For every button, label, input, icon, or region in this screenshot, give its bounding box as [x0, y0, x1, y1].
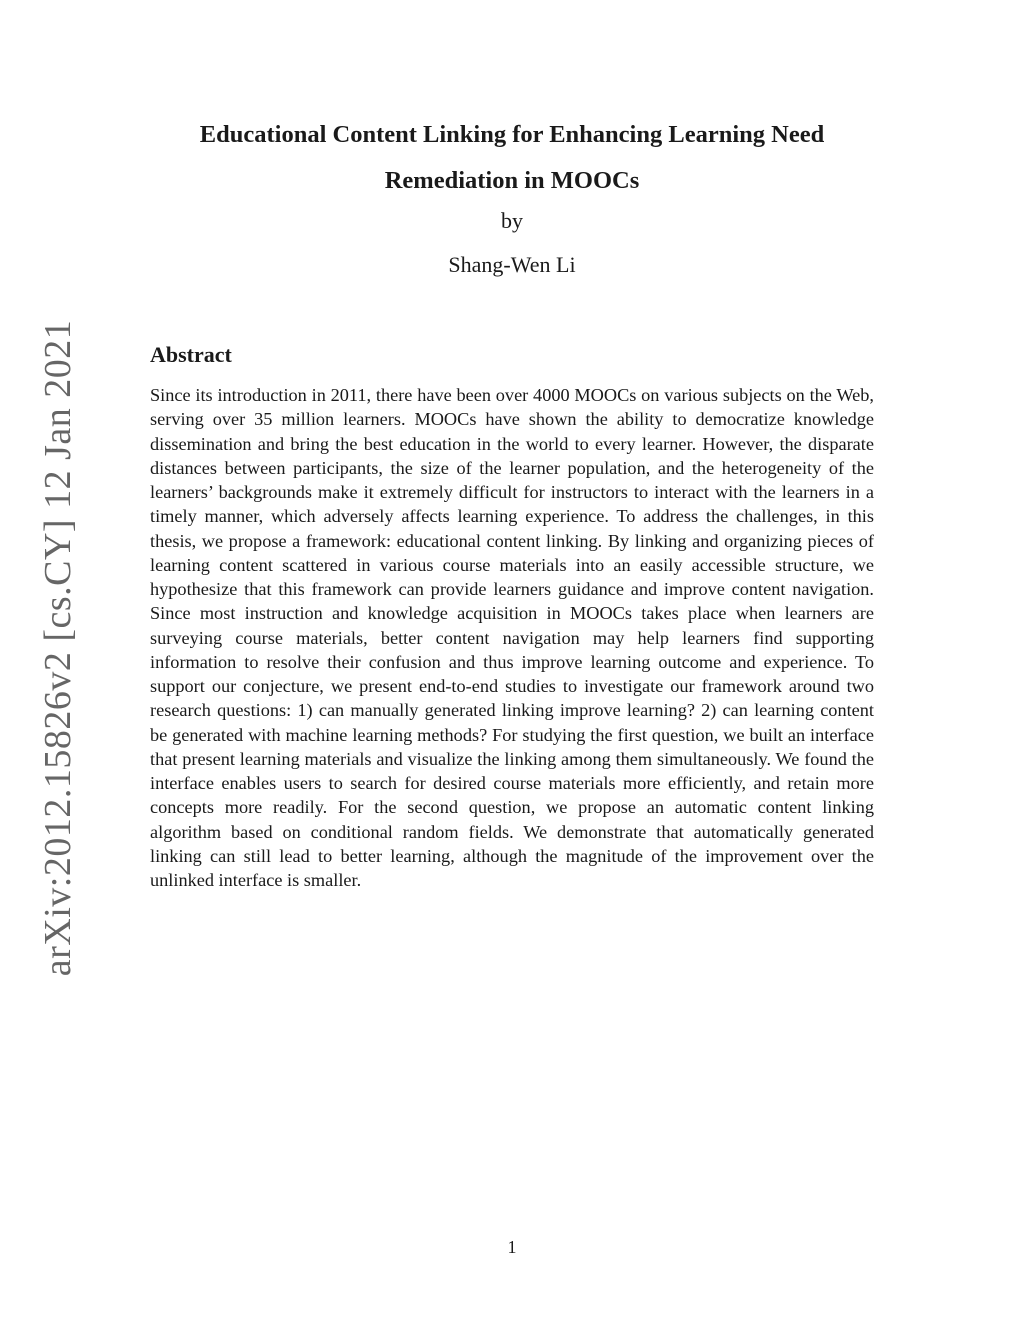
page-number: 1: [507, 1237, 517, 1257]
abstract-heading: Abstract: [150, 342, 232, 367]
paper-title: Educational Content Linking for Enhancing Learning Need Remediation in MOOCs: [199, 121, 825, 194]
abstract-body: Since its introduction in 2011, there have been over 4000 MOOCs on various subjects on the Web, serving over 35 million learners. MOOCs have shown the ability to democratize knowledge dissemination and bring the best education in the world to every learner. However, the disparate distances between participants, the size of the learner population, and the heterogeneity of the learners’ backgrounds make it extremely difficult for instructors to interact with the learners in a timely manner, which adversely affects learning experience. To address the challenges, in this thesis, we propose a framework: educational content linking. By linking and organizing pieces of learning content scattered in various course materials into an easily accessible structure, we hypothesize that this framework can provide learners guidance and improve content navigation. Since most instruction and knowledge acquisition in MOOCs takes place when learners are surveying course materials, better content navigation may help learners find supporting information to resolve their confusion and thus improve learning outcome and experience. To support our conjecture, we present end-to-end studies to investigate our framework around two research questions: 1) can manually generated linking improve learning? 2) can learning content be generated with machine learning methods? For studying the first question, we built an interface that present learning materials and visualize the linking among them simultaneously. We found the interface enables users to search for desired course materials more efficiently, and retain more concepts more readily. For the second question, we propose an automatic content linking algorithm based on conditional random fields. We demonstrate that automatically generated linking can still lead to better learning, although the magnitude of the improvement over the unlinked interface is smaller.: [150, 385, 874, 890]
arxiv-identifier: arXiv:2012.15826v2 [cs.CY] 12 Jan 2021: [37, 319, 79, 977]
author-name: Shang-Wen Li: [448, 252, 576, 277]
byline-by: by: [501, 208, 523, 233]
